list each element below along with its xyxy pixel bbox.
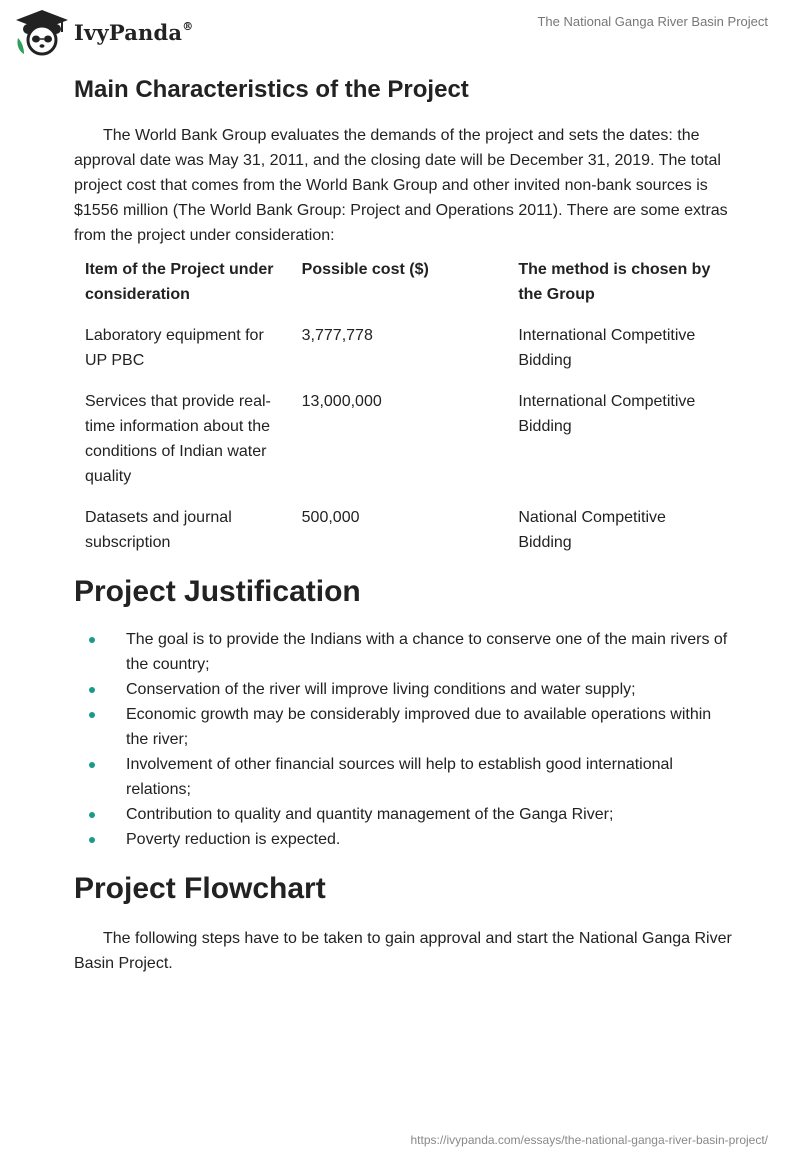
list-item (74, 627, 734, 677)
table-header-method: The method is chosen by the Group (518, 261, 711, 303)
list-item (74, 752, 734, 802)
table-cell-cost: 3,777,778 (301, 327, 373, 344)
table-row (75, 505, 725, 571)
brand-name: IvyPanda (74, 19, 183, 45)
panda-logo-icon (14, 8, 70, 56)
document-title: The National Ganga River Basin Project (537, 14, 768, 29)
table-header-cost: Possible cost ($) (301, 261, 429, 278)
list-item (74, 702, 734, 752)
table-header-row (75, 257, 725, 323)
source-url[interactable]: https://ivypanda.com/essays/the-national-ganga-river-basin-project/ (410, 1133, 768, 1147)
table-cell-method: International Competitive Bidding (518, 393, 696, 435)
table-row (75, 389, 725, 505)
registered-mark: ® (182, 19, 194, 33)
table-cell-item: Laboratory equipment for UP PBC (85, 327, 264, 369)
section-heading-flowchart: Project Flowchart (74, 872, 326, 905)
flowchart-paragraph: The following steps have to be taken to gain approval and start the National Ganga River Basin Project. (74, 930, 732, 972)
bullet-icon (89, 837, 95, 843)
list-item (74, 827, 734, 852)
characteristics-paragraph: The World Bank Group evaluates the demands of the project and sets the dates: the approval date was May 31, 2011, and the closing date will be December 31, 2019. The total project cost that comes from the World Bank Group and other invited non-bank sources is $1556 million (The World Bank Group: Project and Operations 2011). There are some extras from the project under consideration: (74, 127, 728, 244)
brand-logo[interactable] (14, 8, 193, 56)
table-cell-item: Services that provide real-time information about the conditions of Indian water quality (85, 393, 271, 485)
project-items-table (75, 257, 725, 571)
list-item (74, 802, 734, 827)
list-item-text: The goal is to provide the Indians with a chance to conserve one of the main rivers of the country; (126, 631, 728, 673)
bullet-icon (89, 812, 95, 818)
list-item-text: Conservation of the river will improve living conditions and water supply; (126, 681, 636, 698)
table-cell-method: International Competitive Bidding (518, 327, 696, 369)
section-heading-justification: Project Justification (74, 575, 361, 608)
table-row (75, 323, 725, 389)
list-item (74, 677, 734, 702)
page-header (0, 0, 800, 60)
bullet-icon (89, 762, 95, 768)
table-cell-cost: 500,000 (301, 509, 360, 526)
list-item-text: Involvement of other financial sources will help to establish good international relations; (126, 756, 673, 798)
table-header-item: Item of the Project under consideration (85, 261, 274, 303)
table-cell-item: Datasets and journal subscription (85, 509, 232, 551)
section-heading-characteristics: Main Characteristics of the Project (74, 76, 469, 103)
list-item-text: Poverty reduction is expected. (126, 831, 341, 848)
list-item-text: Contribution to quality and quantity management of the Ganga River; (126, 806, 614, 823)
bullet-icon (89, 687, 95, 693)
article-body (74, 70, 734, 976)
justification-list (74, 627, 734, 852)
bullet-icon (89, 637, 95, 643)
list-item-text: Economic growth may be considerably improved due to available operations within the river; (126, 706, 712, 748)
table-cell-cost: 13,000,000 (301, 393, 382, 410)
bullet-icon (89, 712, 95, 718)
table-cell-method: National Competitive Bidding (518, 509, 666, 551)
